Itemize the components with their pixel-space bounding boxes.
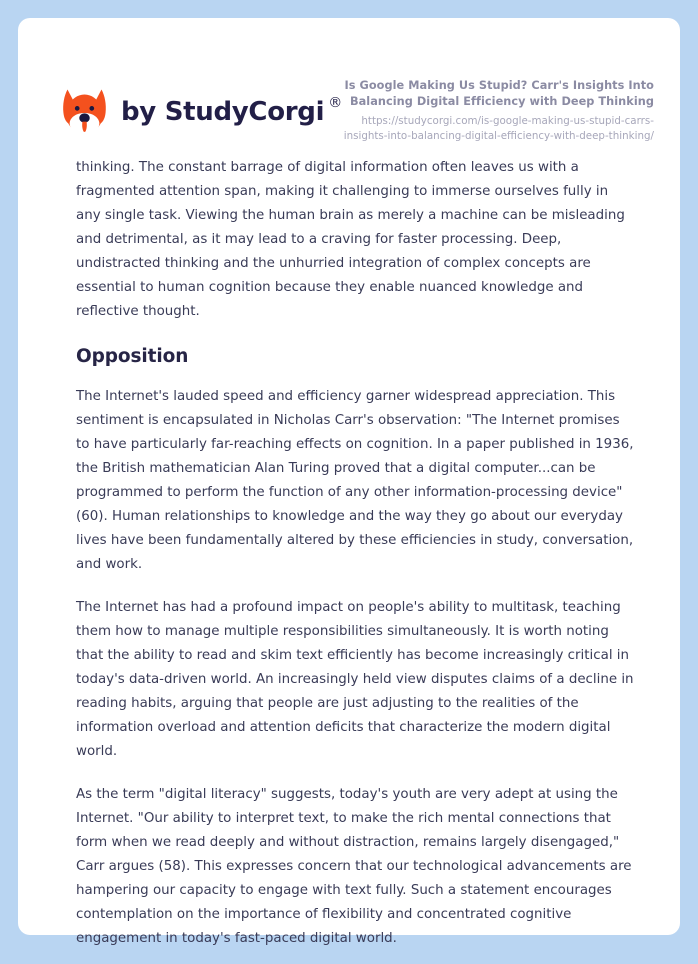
article-title: Is Google Making Us Stupid? Carr's Insights Into Balancing Digital Efficiency with Deep Thinking [344, 78, 654, 108]
section-heading-opposition: Opposition [76, 345, 189, 367]
brand-logo[interactable] [61, 87, 342, 136]
article-url[interactable]: https://studycorgi.com/is-google-making-us-stupid-carrs-insights-into-balancing-digital-efficiency-with-deep-thinking/ [343, 114, 654, 142]
paragraph-opposition-2: The Internet has had a profound impact on people's ability to multitask, teaching them how to manage multiple responsibilities simultaneously. It is worth noting that the ability to read and skim text efficiently has become increasingly critical in today's data-driven world. An increasingly held view disputes claims of a decline in reading habits, arguing that people are just adjusting to the realities of the information overload and attention deficits that characterize the modern digital world. [76, 599, 634, 759]
document-body [18, 156, 680, 951]
document-header [18, 18, 680, 158]
brand-wordmark [121, 94, 342, 127]
brand-wordmark-text: by StudyCorgi [121, 96, 325, 127]
studycorgi-corgi-logo-icon [61, 87, 108, 136]
registered-trademark-icon: ® [328, 94, 342, 111]
header-article-meta [342, 76, 654, 144]
paragraph-intro: thinking. The constant barrage of digital information often leaves us with a fragmented attention span, making it challenging to immerse ourselves fully in any single task. Viewing the human brain as merely a machine can be misleading and detrimental, as it may lead to a craving for faster processing. Deep, undistracted thinking and the unhurried integration of complex concepts are essential to human cognition because they enable nuanced knowledge and reflective thought. [76, 160, 625, 319]
document-card [18, 18, 680, 946]
paragraph-opposition-1: The Internet's lauded speed and efficiency garner widespread appreciation. This sentiment is encapsulated in Nicholas Carr's observation: "The Internet promises to have particularly far-reaching effects on cognition. In a paper published in 1936, the British mathematician Alan Turing proved that a digital computer...can be programmed to perform the function of any other information-processing device" (60). Human relationships to knowledge and the way they go about our everyday lives have been fundamentally altered by these efficiencies in study, conversation, and work. [76, 389, 634, 572]
paragraph-opposition-3: As the term "digital literacy" suggests, today's youth are very adept at using the Internet. "Our ability to interpret text, to make the rich mental connections that form when we read deeply and without distraction, remains largely disengaged," Carr argues (58). This expresses concern that our technological advancements are hampering our capacity to engage with text fully. Such a statement encourages contemplation on the importance of flexibility and concentrated cognitive engagement in today's fast-paced digital world. [76, 786, 632, 946]
